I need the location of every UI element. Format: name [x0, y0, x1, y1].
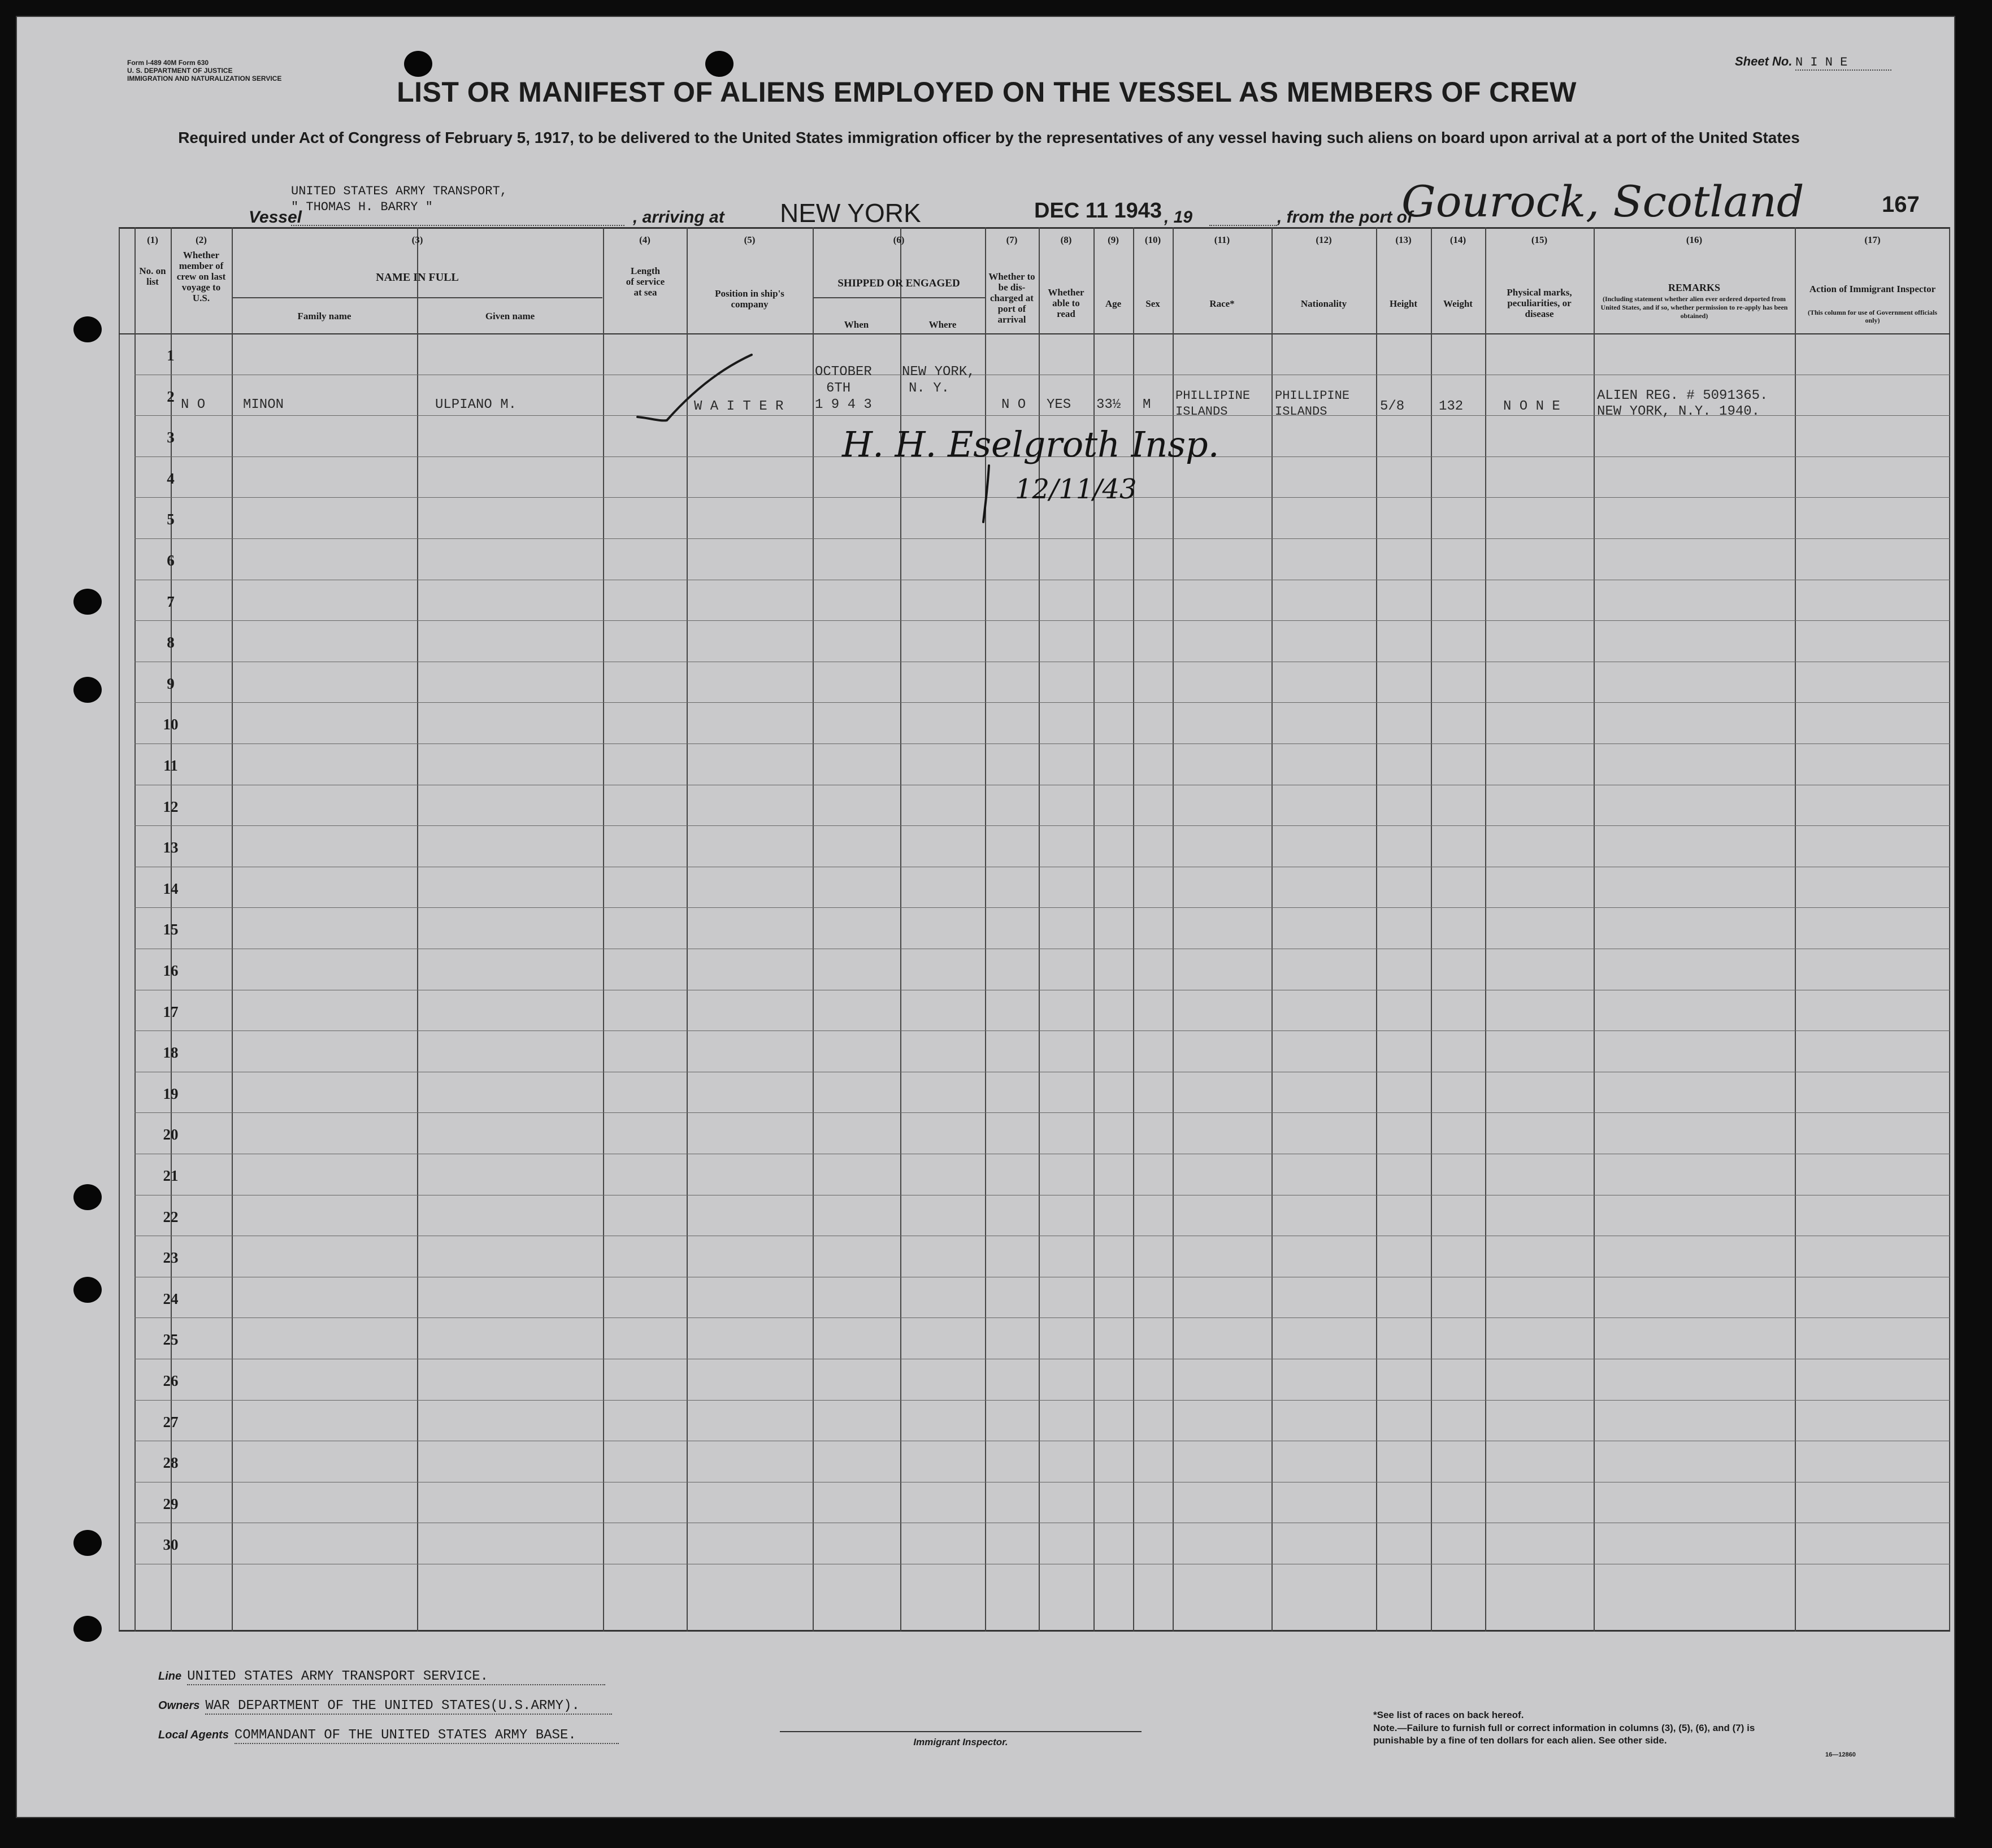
- entry-last-voyage: N O: [181, 397, 206, 412]
- entry-when-line1: OCTOBER: [815, 364, 872, 380]
- penalty-note: Note.—Failure to furnish full or correct information in columns (3), (5), (6), and (7) is punishable by a fine of ten dollars for each alien. See other side.: [1373, 1723, 1755, 1746]
- col-7-number: (7): [1006, 234, 1018, 245]
- col-1-label: No. on list: [139, 266, 166, 287]
- inspector-label: Immigrant Inspector.: [913, 1737, 1008, 1747]
- row-number: 10: [163, 716, 179, 733]
- row-number: 4: [167, 469, 175, 487]
- col-1-number: (1): [147, 234, 158, 245]
- entry-race-line1: PHILLIPINE: [1175, 389, 1251, 403]
- table-row: [134, 1317, 1950, 1318]
- col-13-number: (13): [1395, 234, 1412, 245]
- row-number: 25: [163, 1331, 179, 1349]
- page-title: LIST OR MANIFEST OF ALIENS EMPLOYED ON THE VESSEL AS MEMBERS OF CREW: [397, 76, 1577, 108]
- col-17-label: Action of Immigrant Inspector: [1809, 284, 1936, 294]
- col-10-label: Sex: [1145, 298, 1160, 309]
- table-row: [134, 1030, 1950, 1031]
- col-7-label: Whether to be dis-charged at port of arrival: [988, 271, 1035, 325]
- table-row: [134, 620, 1950, 621]
- row-number: 16: [163, 962, 179, 979]
- form-id: Form I-489 40M Form 630 U. S. DEPARTMENT OF JUSTICE IMMIGRATION AND NATURALIZATION SERVICE: [127, 59, 282, 82]
- col-12-number: (12): [1316, 234, 1332, 245]
- col-2-number: (2): [196, 234, 207, 245]
- form-code: 16—12860: [1825, 1751, 1856, 1758]
- from-label: , from the port of: [1277, 208, 1413, 227]
- entry-remarks-line1: ALIEN REG. # 5091365.: [1597, 388, 1768, 403]
- col-14-number: (14): [1449, 234, 1466, 245]
- col-4-label: Length of service at sea: [626, 266, 665, 298]
- entry-marks: N O N E: [1503, 399, 1560, 414]
- manifest-sheet: [16, 16, 1955, 1818]
- col-8-number: (8): [1060, 234, 1072, 245]
- row-number: 8: [167, 634, 175, 651]
- row-number: 19: [163, 1085, 179, 1102]
- table-row: [134, 1400, 1950, 1401]
- entry-discharged: N O: [1001, 397, 1026, 412]
- col-9-number: (9): [1108, 234, 1119, 245]
- table-row: [134, 1112, 1950, 1113]
- entry-when-line3: 1 9 4 3: [815, 397, 872, 412]
- col-3-family-name: Family name: [297, 311, 351, 321]
- row-number: 23: [163, 1249, 179, 1267]
- footer-agents: Local Agents COMMANDANT OF THE UNITED STATES ARMY BASE.: [158, 1728, 619, 1744]
- row-number: 12: [163, 798, 179, 815]
- col-16-label: REMARKS: [1668, 282, 1720, 293]
- row-number: 13: [163, 839, 179, 856]
- vessel-name-line1: UNITED STATES ARMY TRANSPORT,: [291, 184, 507, 198]
- row-number: 24: [163, 1290, 179, 1307]
- table-row: [134, 825, 1950, 826]
- col-14-label: Weight: [1443, 298, 1473, 309]
- col-12-label: Nationality: [1300, 298, 1347, 309]
- col-6-number: (6): [893, 234, 905, 245]
- row-number: 22: [163, 1208, 179, 1225]
- col-4-number: (4): [639, 234, 650, 245]
- row-number: 15: [163, 921, 179, 938]
- year-label: , 19: [1164, 208, 1193, 227]
- entry-read: YES: [1047, 397, 1071, 412]
- col-2-label: Whether member of crew on last voyage to U.S.: [176, 250, 226, 303]
- arriving-label: , arriving at: [633, 208, 724, 227]
- entry-given-name: ULPIANO M.: [435, 397, 517, 412]
- entry-height: 5/8: [1380, 399, 1405, 414]
- sheet-number: Sheet No. N I N E: [1735, 54, 1891, 71]
- row-number: 14: [163, 880, 179, 897]
- col-9-label: Age: [1105, 298, 1122, 309]
- col-8-label: Whether able to read: [1048, 287, 1084, 319]
- entry-weight: 132: [1439, 399, 1464, 414]
- row-number: 7: [167, 593, 175, 610]
- entry-when-line2: 6TH: [826, 381, 851, 396]
- signature-stroke-icon: [978, 463, 1000, 525]
- row-number: 3: [167, 429, 175, 446]
- row-number: 26: [163, 1372, 179, 1389]
- vessel-label: Vessel: [249, 208, 302, 227]
- entry-nationality-line2: ISLANDS: [1275, 405, 1327, 419]
- entry-sex: M: [1143, 397, 1151, 412]
- col-13-label: Height: [1389, 298, 1418, 309]
- col-6-when: When: [844, 319, 869, 330]
- col-3-number: (3): [411, 234, 423, 245]
- col-5-number: (5): [744, 234, 756, 245]
- date-stamp: DEC 11 1943: [1034, 199, 1162, 223]
- row-number: 17: [163, 1003, 179, 1020]
- vessel-name-line2: " THOMAS H. BARRY ": [291, 200, 433, 214]
- row-number: 18: [163, 1044, 179, 1062]
- col-15-label: Physical marks, peculiarities, or disease: [1507, 287, 1572, 319]
- entry-age: 33½: [1096, 397, 1121, 412]
- arriving-port: NEW YORK: [780, 198, 921, 228]
- col-5-label: Position in ship's company: [715, 288, 784, 310]
- races-note: *See list of races on back hereof.: [1373, 1710, 1524, 1720]
- col-15-number: (15): [1531, 234, 1548, 245]
- entry-nationality-line1: PHILLIPINE: [1275, 389, 1350, 403]
- col-16-number: (16): [1686, 234, 1703, 245]
- col-11-number: (11): [1214, 234, 1230, 245]
- col-6-label: SHIPPED OR ENGAGED: [837, 277, 960, 289]
- row-number: 28: [163, 1454, 179, 1472]
- checkmark-icon: [633, 350, 769, 429]
- entry-remarks-line2: NEW YORK, N.Y. 1940.: [1597, 404, 1760, 419]
- page-subtitle: Required under Act of Congress of February 5, 1917, to be delivered to the United States immigration officer by the representatives of any vessel having such aliens on board upon arrival at a port of the United States: [178, 129, 1800, 146]
- col-17-note: (This column for use of Government officials only): [1807, 308, 1938, 324]
- row-number: 1: [167, 346, 175, 364]
- entry-position: W A I T E R: [694, 399, 784, 414]
- entry-where-line1: NEW YORK,: [902, 364, 975, 380]
- entry-race-line2: ISLANDS: [1175, 405, 1228, 419]
- row-number: 2: [167, 388, 175, 405]
- col-6-where: Where: [928, 319, 957, 330]
- entry-where-line2: N. Y.: [909, 381, 950, 396]
- col-17-number: (17): [1864, 234, 1881, 245]
- inspector-date: 12/11/43: [1015, 473, 1137, 505]
- col-16-note: (Including statement whether alien ever ordered deported from United States, and if so, whether permission to re-apply has been obtained): [1600, 295, 1788, 320]
- row-number: 6: [167, 551, 175, 569]
- table-row: [134, 907, 1950, 908]
- row-number: 27: [163, 1413, 179, 1430]
- row-number: 5: [167, 511, 175, 528]
- row-number: 21: [163, 1167, 179, 1184]
- page-number: 167: [1882, 192, 1920, 217]
- entry-family-name: MINON: [243, 397, 284, 412]
- footer-line: Line UNITED STATES ARMY TRANSPORT SERVICE.: [158, 1669, 605, 1685]
- inspector-signature: H. H. Eselgroth Insp.: [842, 424, 1219, 465]
- row-number: 9: [167, 675, 175, 692]
- col-3-label: NAME IN FULL: [376, 271, 459, 284]
- col-11-label: Race*: [1209, 298, 1235, 309]
- row-number: 30: [163, 1536, 179, 1554]
- footer-owners: Owners WAR DEPARTMENT OF THE UNITED STATES(U.S.ARMY).: [158, 1698, 612, 1715]
- from-port: Gourock, Scotland: [1401, 176, 1804, 227]
- row-number: 11: [163, 756, 178, 774]
- table-row: [134, 743, 1950, 744]
- table-row: [134, 702, 1950, 703]
- row-number: 29: [163, 1495, 179, 1512]
- col-3-given-name: Given name: [485, 311, 535, 321]
- table-row: [134, 538, 1950, 539]
- row-number: 20: [163, 1126, 179, 1143]
- col-10-number: (10): [1144, 234, 1161, 245]
